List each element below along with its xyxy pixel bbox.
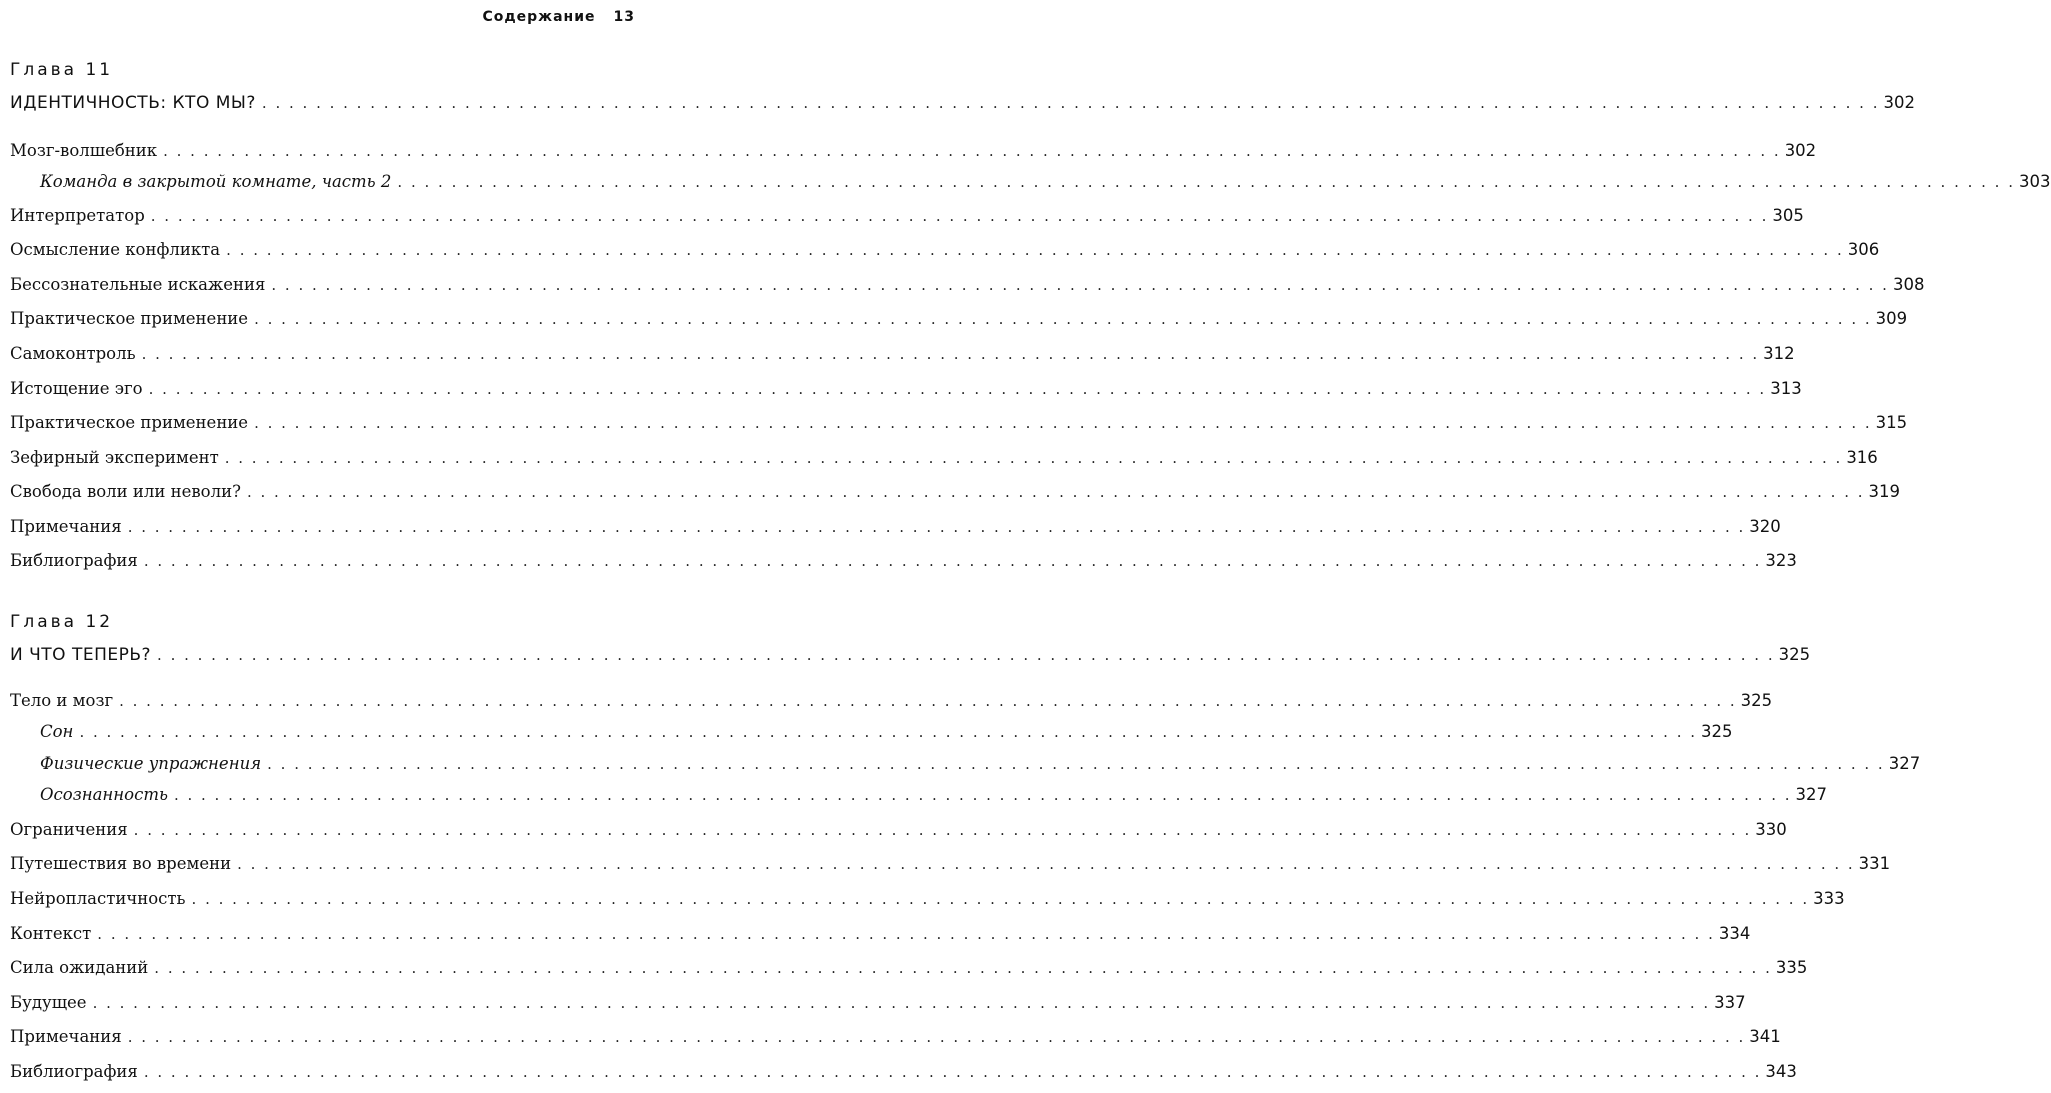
dot-leader: . . . . . . . . . . . . . . . . . . . . . . . . . . . . . . . . . . . . . . . . . . . . . . . . . . . . . . . . . . . . . . . . . . . . . . . . . . . . . . . . . . . . . . . . . . . . . . . . . . . . . . . . . . . . . . . . . . . . . . . .	[119, 692, 1737, 710]
entry-title: Свобода воли или неволи?	[10, 482, 241, 501]
entry-title: Сон	[40, 722, 74, 741]
entry-title: Примечания	[10, 1027, 122, 1046]
dot-leader: . . . . . . . . . . . . . . . . . . . . . . . . . . . . . . . . . . . . . . . . . . . . . . . . . . . . . . . . . . . . . . . . . . . . . . . . . . . . . . . . . . . . . . . . . . . . . . . . . . . . . . . . . . . . . . . . . . . . . . . .	[254, 310, 1872, 328]
page-number: 313	[1770, 379, 1802, 398]
dot-leader: . . . . . . . . . . . . . . . . . . . . . . . . . . . . . . . . . . . . . . . . . . . . . . . . . . . . . . . . . . . . . . . . . . . . . . . . . . . . . . . . . . . . . . . . . . . . . . . . . . . . . . . . . . . . . . . . . . . . . . . .	[148, 380, 1767, 398]
page-number: 325	[1778, 645, 1811, 664]
dot-leader: . . . . . . . . . . . . . . . . . . . . . . . . . . . . . . . . . . . . . . . . . . . . . . . . . . . . . . . . . . . . . . . . . . . . . . . . . . . . . . . . . . . . . . . . . . . . . . . . . . . . . . . . . . . . . . . . . . . . . . . .	[143, 1063, 1762, 1081]
entry-title: Нейропластичность	[10, 889, 186, 908]
toc-entry[interactable]	[10, 139, 1817, 163]
entry-title: Библиография	[10, 1062, 138, 1081]
toc-entry[interactable]	[10, 480, 1901, 504]
toc-entry[interactable]	[10, 1025, 1781, 1049]
entry-title: Интерпретатор	[10, 206, 145, 225]
toc-entry[interactable]	[10, 446, 1878, 470]
toc-entry[interactable]	[10, 342, 1795, 366]
toc-entry[interactable]	[10, 956, 1808, 980]
dot-leader: . . . . . . . . . . . . . . . . . . . . . . . . . . . . . . . . . . . . . . . . . . . . . . . . . . . . . . . . . . . . . . . . . . . . . . . . . . . . . . . . . . . . . . . . . . . . . . . . . . . . . . . . . . . . . . . . . . . . . . . .	[237, 855, 1855, 873]
entry-title: Контекст	[10, 924, 92, 943]
page-number: 331	[1858, 854, 1891, 873]
page-number: 325	[1701, 722, 1733, 741]
page-number: 305	[1772, 206, 1804, 225]
page-number: 330	[1755, 820, 1787, 839]
toc-entry[interactable]	[10, 1060, 1797, 1084]
dot-leader: . . . . . . . . . . . . . . . . . . . . . . . . . . . . . . . . . . . . . . . . . . . . . . . . . . . . . . . . . . . . . . . . . . . . . . . . . . . . . . . . . . . . . . . . . . . . . . . . . . . . . . . . . . . . . . . . . . . . . . . .	[191, 890, 1810, 908]
dot-leader: . . . . . . . . . . . . . . . . . . . . . . . . . . . . . . . . . . . . . . . . . . . . . . . . . . . . . . . . . . . . . . . . . . . . . . . . . . . . . . . . . . . . . . . . . . . . . . . . . . . . . . . . . . . . . . . . . . . . . . . .	[141, 345, 1760, 363]
entry-title: Практическое применение	[10, 309, 249, 328]
dot-leader: . . . . . . . . . . . . . . . . . . . . . . . . . . . . . . . . . . . . . . . . . . . . . . . . . . . . . . . . . . . . . . . . . . . . . . . . . . . . . . . . . . . . . . . . . . . . . . . . . . . . . . . . . . . . . . . . . . . . . . . .	[127, 1028, 1746, 1046]
page-number: 343	[1765, 1062, 1797, 1081]
dot-leader: . . . . . . . . . . . . . . . . . . . . . . . . . . . . . . . . . . . . . . . . . . . . . . . . . . . . . . . . . . . . . . . . . . . . . . . . . . . . . . . . . . . . . . . . . . . . . . . . . . . . . . . . . . . . . . . . . . . . . . . .	[246, 483, 1865, 501]
dot-leader: . . . . . . . . . . . . . . . . . . . . . . . . . . . . . . . . . . . . . . . . . . . . . . . . . . . . . . . . . . . . . . . . . . . . . . . . . . . . . . . . . . . . . . . . . . . . . . . . . . . . . . . . . . . . . . . . . . . . . . . .	[271, 276, 1889, 294]
chapter-label: Глава 11	[10, 60, 114, 80]
toc-entry[interactable]	[10, 411, 1908, 435]
running-head-section: Содержание	[482, 9, 596, 25]
chapter-label: Глава 12	[10, 612, 114, 632]
dot-leader: . . . . . . . . . . . . . . . . . . . . . . . . . . . . . . . . . . . . . . . . . . . . . . . . . . . . . . . . . . . . . . . . . . . . . . . . . . . . . . . . . . . . . . . . . . . . . . . . . . . . . . . . . . . . . . . . . . . . . . . .	[226, 241, 1844, 259]
page-number: 323	[1765, 551, 1797, 570]
page-number: 303	[2019, 172, 2051, 191]
toc-entry[interactable]	[10, 238, 1880, 262]
toc-entry[interactable]	[10, 204, 1804, 228]
entry-title: Путешествия во времени	[10, 854, 232, 873]
page-number: 316	[1846, 448, 1878, 467]
page-number: 312	[1763, 344, 1795, 363]
dot-leader: . . . . . . . . . . . . . . . . . . . . . . . . . . . . . . . . . . . . . . . . . . . . . . . . . . . . . . . . . . . . . . . . . . . . . . . . . . . . . . . . . . . . . . . . . . . . . . . . . . . . . . . . . . . . . . . . . . . . . . . .	[133, 821, 1752, 839]
entry-title: Будущее	[10, 993, 87, 1012]
page-number: 319	[1868, 482, 1901, 501]
entry-title: Зефирный эксперимент	[10, 448, 219, 467]
page-number: 306	[1847, 240, 1880, 259]
toc-entry[interactable]	[10, 515, 1781, 539]
toc-entry[interactable]	[10, 922, 1751, 946]
entry-title: Осознанность	[40, 785, 168, 804]
entry-title: Мозг-волшебник	[10, 141, 158, 160]
toc-entry[interactable]	[10, 818, 1787, 842]
entry-title: Осмысление конфликта	[10, 240, 221, 259]
running-head-page-number: 13	[613, 9, 635, 25]
dot-leader: . . . . . . . . . . . . . . . . . . . . . . . . . . . . . . . . . . . . . . . . . . . . . . . . . . . . . . . . . . . . . . . . . . . . . . . . . . . . . . . . . . . . . . . . . . . . . . . . . . . . . . . . . . . . . . . . . . . . . . . .	[97, 925, 1715, 943]
dot-leader: . . . . . . . . . . . . . . . . . . . . . . . . . . . . . . . . . . . . . . . . . . . . . . . . . . . . . . . . . . . . . . . . . . . . . . . . . . . . . . . . . . . . . . . . . . . . . . . . . . . . . . . . . . . . . . . . . . . . . . . .	[261, 94, 1880, 112]
page-number: 309	[1875, 309, 1908, 328]
dot-leader: . . . . . . . . . . . . . . . . . . . . . . . . . . . . . . . . . . . . . . . . . . . . . . . . . . . . . . . . . . . . . . . . . . . . . . . . . . . . . . . . . . . . . . . . . . . . . . . . . . . . . . . . . . . . . . . . . . . . . . . .	[157, 646, 1775, 664]
page-number: 325	[1740, 691, 1773, 710]
running-head	[482, 9, 635, 25]
entry-title: Бессознательные искажения	[10, 275, 266, 294]
dot-leader: . . . . . . . . . . . . . . . . . . . . . . . . . . . . . . . . . . . . . . . . . . . . . . . . . . . . . . . . . . . . . . . . . . . . . . . . . . . . . . . . . . . . . . . . . . . . . . . . . . . . . . . . . . . . . . . . . . . . . . . .	[154, 959, 1772, 977]
toc-subentry[interactable]	[40, 170, 2051, 194]
page-number: 315	[1875, 413, 1908, 432]
chapter-title-row[interactable]	[10, 643, 1811, 667]
toc-entry[interactable]	[10, 549, 1797, 573]
page-number: 308	[1892, 275, 1925, 294]
page-number: 327	[1888, 754, 1921, 773]
toc-entry[interactable]	[10, 377, 1802, 401]
page-number: 333	[1813, 889, 1845, 908]
page-number: 335	[1775, 958, 1808, 977]
toc-entry[interactable]	[10, 307, 1908, 331]
dot-leader: . . . . . . . . . . . . . . . . . . . . . . . . . . . . . . . . . . . . . . . . . . . . . . . . . . . . . . . . . . . . . . . . . . . . . . . . . . . . . . . . . . . . . . . . . . . . . . . . . . . . . . . . . . . . . . . . . . . . . . . .	[79, 723, 1698, 741]
entry-title: Примечания	[10, 517, 122, 536]
entry-title: Тело и мозг	[10, 691, 114, 710]
toc-entry[interactable]	[10, 991, 1746, 1015]
dot-leader: . . . . . . . . . . . . . . . . . . . . . . . . . . . . . . . . . . . . . . . . . . . . . . . . . . . . . . . . . . . . . . . . . . . . . . . . . . . . . . . . . . . . . . . . . . . . . . . . . . . . . . . . . . . . . . . . . . . . . . . .	[143, 552, 1762, 570]
dot-leader: . . . . . . . . . . . . . . . . . . . . . . . . . . . . . . . . . . . . . . . . . . . . . . . . . . . . . . . . . . . . . . . . . . . . . . . . . . . . . . . . . . . . . . . . . . . . . . . . . . . . . . . . . . . . . . . . . . . . . . . .	[127, 518, 1746, 536]
toc-subentry[interactable]	[40, 783, 1828, 807]
toc-entry[interactable]	[10, 689, 1773, 713]
chapter-title-row[interactable]	[10, 91, 1915, 115]
entry-title: Самоконтроль	[10, 344, 136, 363]
page-number: 341	[1749, 1027, 1781, 1046]
entry-title: Физические упражнения	[40, 754, 262, 773]
page-number: 327	[1795, 785, 1828, 804]
dot-leader: . . . . . . . . . . . . . . . . . . . . . . . . . . . . . . . . . . . . . . . . . . . . . . . . . . . . . . . . . . . . . . . . . . . . . . . . . . . . . . . . . . . . . . . . . . . . . . . . . . . . . . . . . . . . . . . . . . . . . . . .	[173, 786, 1792, 804]
entry-title: Команда в закрытой комнате, часть 2	[40, 172, 392, 191]
toc-entry[interactable]	[10, 852, 1891, 876]
dot-leader: . . . . . . . . . . . . . . . . . . . . . . . . . . . . . . . . . . . . . . . . . . . . . . . . . . . . . . . . . . . . . . . . . . . . . . . . . . . . . . . . . . . . . . . . . . . . . . . . . . . . . . . . . . . . . . . . . . . . . . . .	[150, 207, 1769, 225]
page-number: 334	[1718, 924, 1751, 943]
toc-entry[interactable]	[10, 887, 1845, 911]
entry-title: Сила ожиданий	[10, 958, 149, 977]
entry-title: Практическое применение	[10, 413, 249, 432]
dot-leader: . . . . . . . . . . . . . . . . . . . . . . . . . . . . . . . . . . . . . . . . . . . . . . . . . . . . . . . . . . . . . . . . . . . . . . . . . . . . . . . . . . . . . . . . . . . . . . . . . . . . . . . . . . . . . . . . . . . . . . . .	[267, 755, 1885, 773]
toc-subentry[interactable]	[40, 752, 1921, 776]
dot-leader: . . . . . . . . . . . . . . . . . . . . . . . . . . . . . . . . . . . . . . . . . . . . . . . . . . . . . . . . . . . . . . . . . . . . . . . . . . . . . . . . . . . . . . . . . . . . . . . . . . . . . . . . . . . . . . . . . . . . . . . .	[92, 994, 1711, 1012]
entry-title: Истощение эго	[10, 379, 143, 398]
dot-leader: . . . . . . . . . . . . . . . . . . . . . . . . . . . . . . . . . . . . . . . . . . . . . . . . . . . . . . . . . . . . . . . . . . . . . . . . . . . . . . . . . . . . . . . . . . . . . . . . . . . . . . . . . . . . . . . . . . . . . . . .	[224, 449, 1843, 467]
entry-title: Библиография	[10, 551, 138, 570]
toc-subentry[interactable]	[40, 720, 1733, 744]
page-number: 337	[1714, 993, 1746, 1012]
page-number: 302	[1784, 141, 1817, 160]
toc-entry[interactable]	[10, 273, 1925, 297]
dot-leader: . . . . . . . . . . . . . . . . . . . . . . . . . . . . . . . . . . . . . . . . . . . . . . . . . . . . . . . . . . . . . . . . . . . . . . . . . . . . . . . . . . . . . . . . . . . . . . . . . . . . . . . . . . . . . . . . . . . . . . . .	[397, 173, 2015, 191]
page-number: 320	[1749, 517, 1781, 536]
chapter-title: ИДЕНТИЧНОСТЬ: КТО МЫ?	[10, 93, 256, 113]
dot-leader: . . . . . . . . . . . . . . . . . . . . . . . . . . . . . . . . . . . . . . . . . . . . . . . . . . . . . . . . . . . . . . . . . . . . . . . . . . . . . . . . . . . . . . . . . . . . . . . . . . . . . . . . . . . . . . . . . . . . . . . .	[163, 142, 1781, 160]
page-number: 302	[1883, 93, 1915, 112]
chapter-title: И ЧТО ТЕПЕРЬ?	[10, 645, 152, 665]
entry-title: Ограничения	[10, 820, 128, 839]
dot-leader: . . . . . . . . . . . . . . . . . . . . . . . . . . . . . . . . . . . . . . . . . . . . . . . . . . . . . . . . . . . . . . . . . . . . . . . . . . . . . . . . . . . . . . . . . . . . . . . . . . . . . . . . . . . . . . . . . . . . . . . .	[254, 414, 1872, 432]
